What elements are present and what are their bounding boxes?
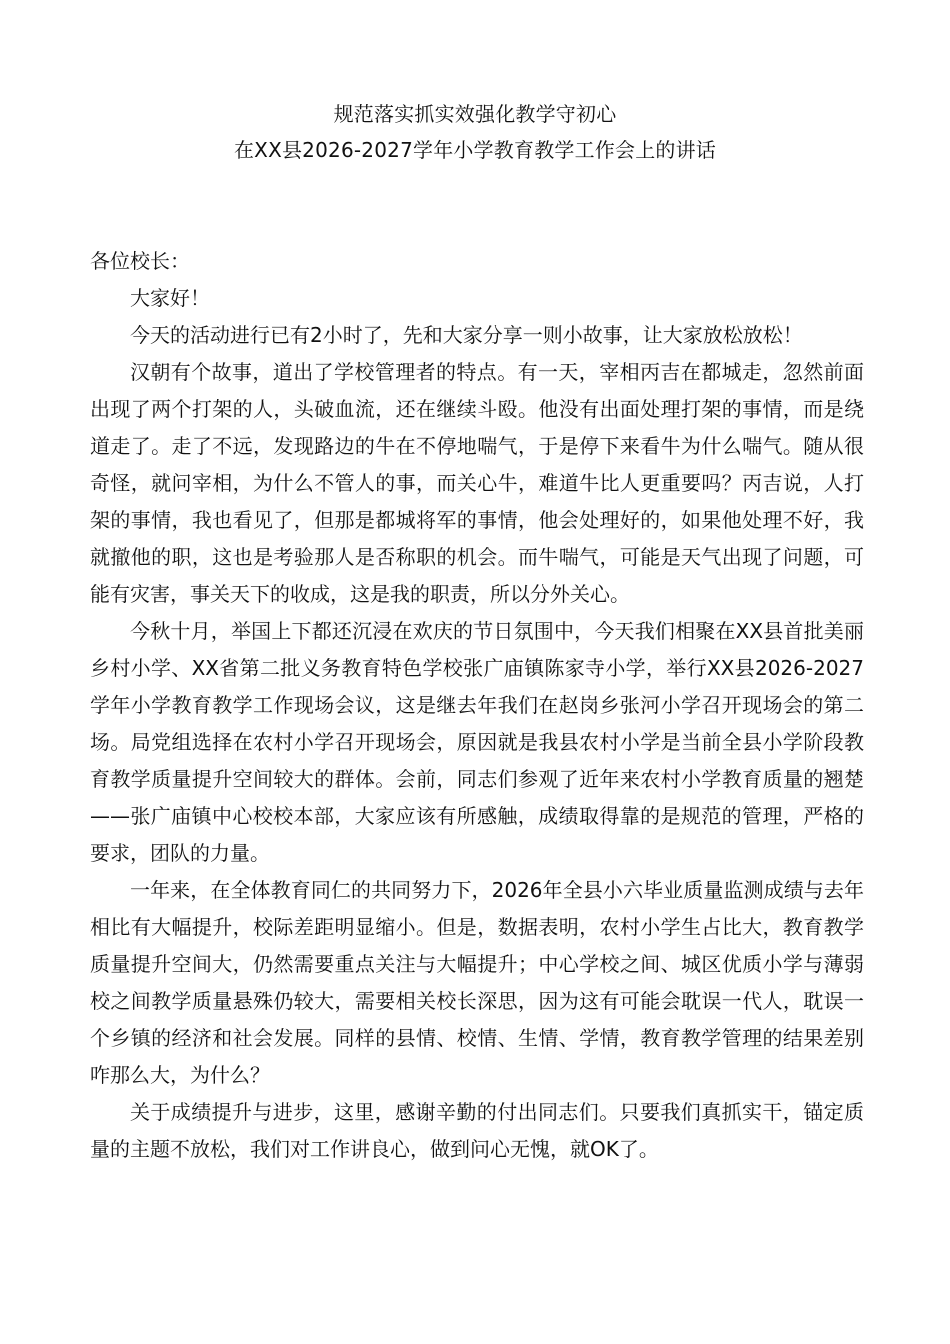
title-line-1: 规范落实抓实效强化教学守初心 bbox=[333, 102, 617, 126]
paragraph-story: 汉朝有个故事，道出了学校管理者的特点。有一天，宰相丙吉在都城走，忽然前面出现了两个打架的人，头破血流，还在继续斗殴。他没有出面处理打架的事情，而是绕道走了。走了不远，发现路边的牛在不停地喘气，于是停下来看牛为什么喘气。随从很奇怪，就问宰相，为什么不管人的事，而关心牛，难道牛比人更重要吗？丙吉说，人打架的事情，我也看见了，但那是都城将军的事情，他会处理好的，如果他处理不好，我就撤他的职，这也是考验那人是否称职的机会。而牛喘气，可能是天气出现了问题，可能有灾害，事关天下的收成，这是我的职责，所以分外关心。 bbox=[90, 360, 864, 606]
paragraph-progress: 一年来，在全体教育同仁的共同努力下，2026年全县小六毕业质量监测成绩与去年相比有大幅提升，校际差距明显缩小。但是，数据表明，农村小学生占比大，教育教学质量提升空间大，仍然需要重点关注与大幅提升；中心学校之间、城区优质小学与薄弱校之间教学质量悬殊仍较大，需要相关校长深思，因为这有可能会耽误一代人，耽误一个乡镇的经济和社会发展。同样的县情、校情、生情、学情，教育教学管理的结果差别咋那么大，为什么？ bbox=[90, 878, 864, 1087]
salutation: 各位校长： bbox=[90, 249, 190, 273]
document-title bbox=[90, 96, 860, 168]
paragraph-thanks: 关于成绩提升与进步，这里，感谢辛勤的付出同志们。只要我们真抓实干，锚定质量的主题不放松，我们对工作讲良心，做到问心无愧，就OK了。 bbox=[90, 1100, 864, 1161]
paragraph-greeting: 大家好！ bbox=[130, 286, 210, 310]
document-body bbox=[90, 243, 864, 1168]
paragraph-intro: 今天的活动进行已有2小时了，先和大家分享一则小故事，让大家放松放松！ bbox=[130, 323, 803, 347]
paragraph-meeting: 今秋十月，举国上下都还沉浸在欢庆的节日氛围中，今天我们相聚在XX县首批美丽乡村小学、XX省第二批义务教育特色学校张广庙镇陈家寺小学，举行XX县2026-2027学年小学教育教学工作现场会议，这是继去年我们在赵岗乡张河小学召开现场会的第二场。局党组选择在农村小学召开现场会，原因就是我县农村小学是当前全县小学阶段教育教学质量提升空间较大的群体。会前，同志们参观了近年来农村小学教育质量的翘楚——张广庙镇中心校校本部，大家应该有所感触，成绩取得靠的是规范的管理，严格的要求，团队的力量。 bbox=[90, 619, 864, 865]
title-line-2: 在XX县2026-2027学年小学教育教学工作会上的讲话 bbox=[233, 138, 717, 162]
